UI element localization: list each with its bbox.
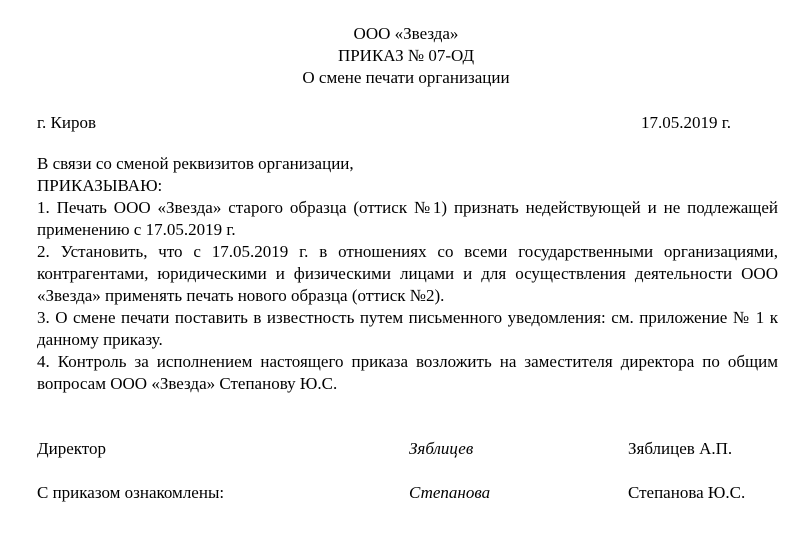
order-item-3: 3. О смене печати поставить в известность путем письменного уведомления: см. приложение № 1 к данному приказу. xyxy=(37,308,778,349)
acquainted-name: Степанова Ю.С. xyxy=(628,483,746,502)
director-label: Директор xyxy=(37,439,106,458)
organization-name: ООО «Звезда» xyxy=(353,24,459,43)
order-date: 17.05.2019 г. xyxy=(641,113,732,132)
director-signature: Зяблицев xyxy=(409,439,474,458)
order-word: ПРИКАЗЫВАЮ: xyxy=(37,176,163,195)
order-item-2: 2. Установить, что с 17.05.2019 г. в отношениях со всеми государственными организациями, контрагентами, юридическими и физическими лицами и для осуществления деятельности ООО «Звезда» применять печать нового образца (оттиск №2). xyxy=(37,242,778,305)
order-subject: О смене печати организации xyxy=(302,68,510,87)
director-name: Зяблицев А.П. xyxy=(628,439,733,458)
acquainted-signature: Степанова xyxy=(409,483,491,502)
intro-text: В связи со сменой реквизитов организации, xyxy=(37,154,354,173)
order-item-4: 4. Контроль за исполнением настоящего приказа возложить на заместителя директора по общим вопросам ООО «Звезда» Степанову Ю.С. xyxy=(37,352,778,393)
order-item-1: 1. Печать ООО «Звезда» старого образца (оттиск №1) признать недействующей и не подлежащей применению с 17.05.2019 г. xyxy=(37,198,778,239)
acquainted-label: С приказом ознакомлены: xyxy=(37,483,225,502)
order-title: ПРИКАЗ № 07-ОД xyxy=(337,46,475,65)
order-body xyxy=(37,153,778,395)
city: г. Киров xyxy=(37,113,97,132)
